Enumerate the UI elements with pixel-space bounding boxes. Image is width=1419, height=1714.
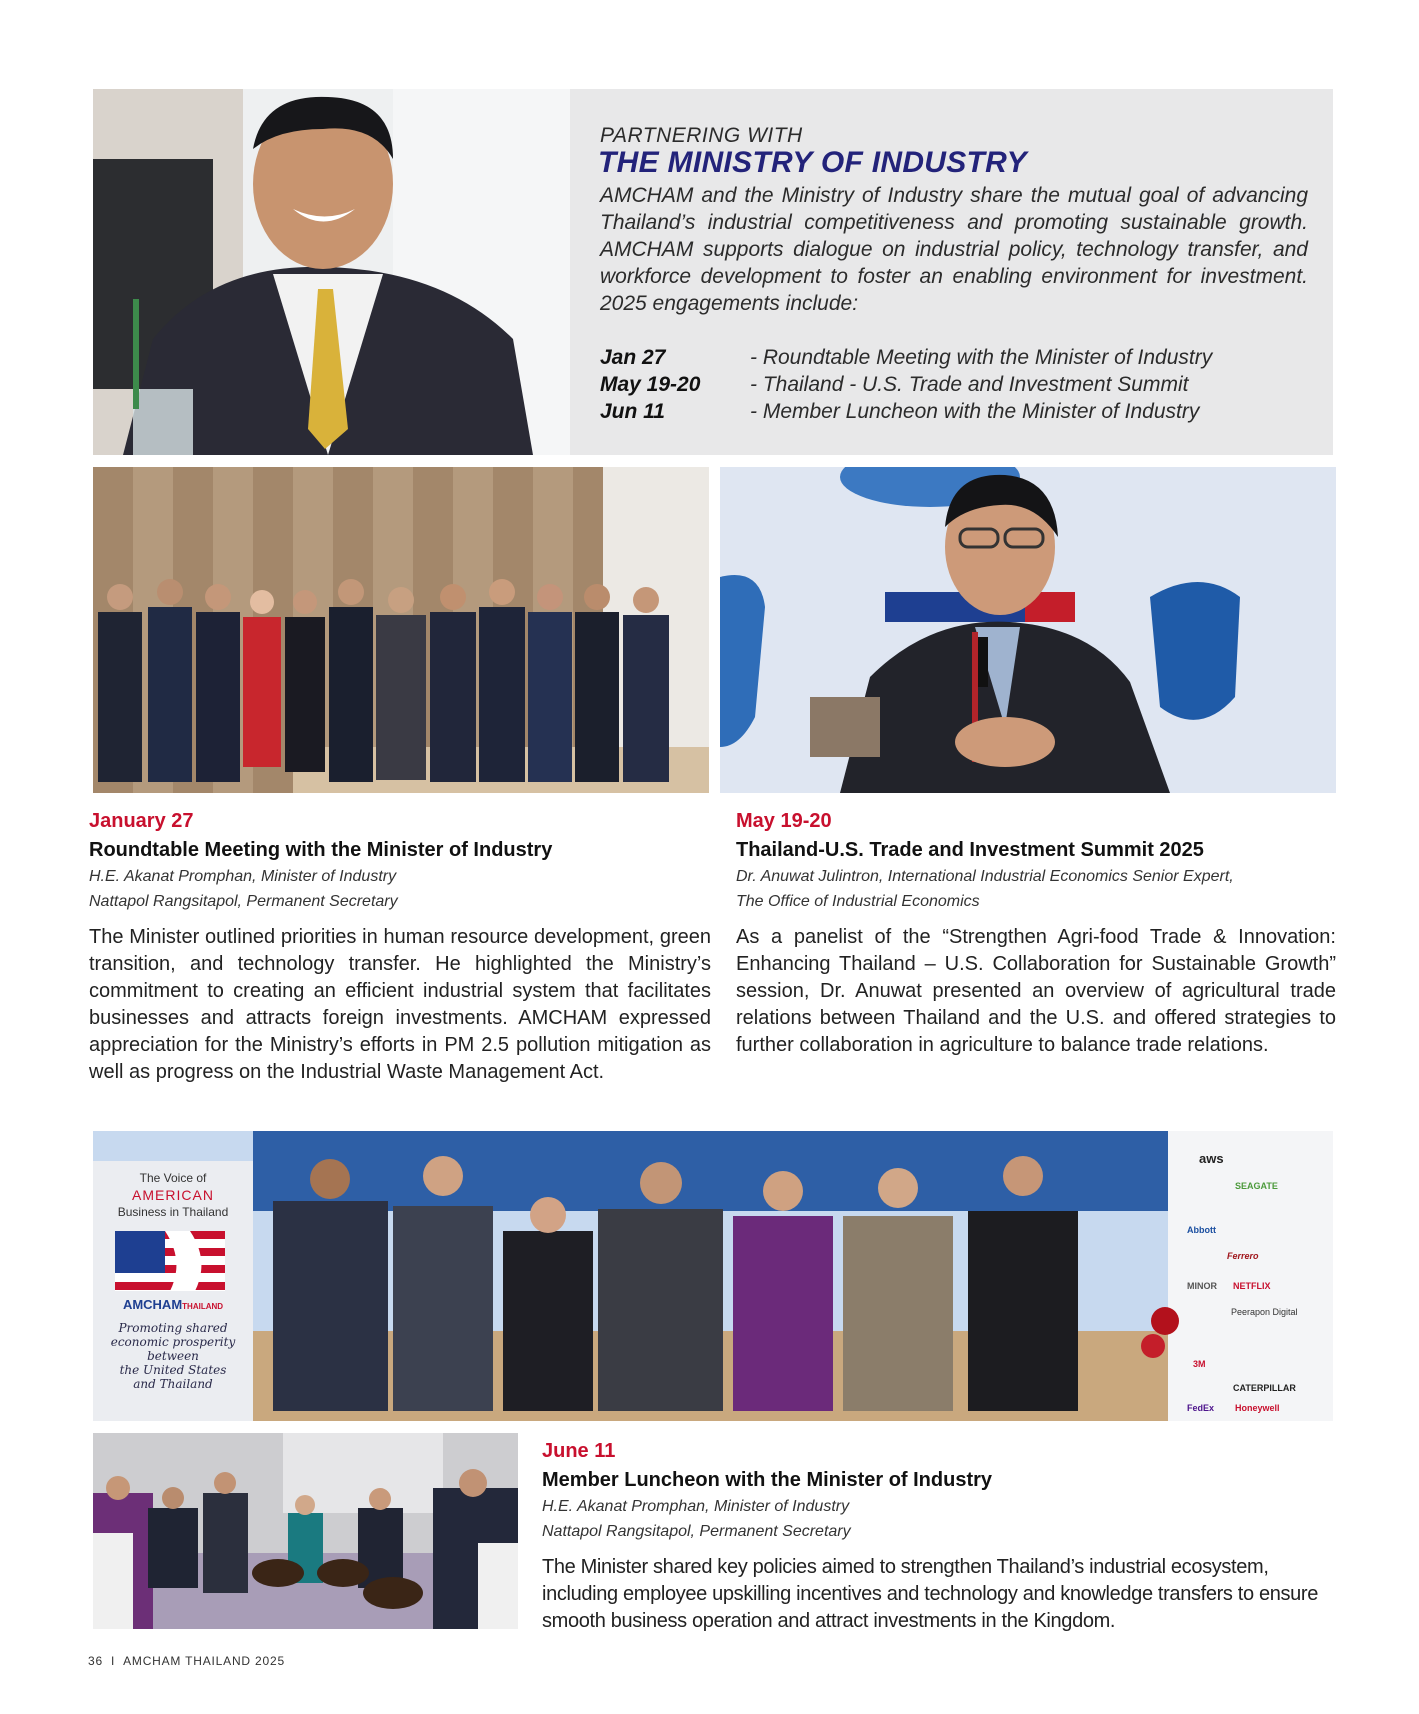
summit-panelist-photo [720,467,1336,793]
summit-group-banner-photo [93,1131,1333,1421]
schedule-date: Jan 27 [600,346,666,369]
event-speaker: Dr. Anuwat Julintron, International Industrial Economics Senior Expert, [736,868,1234,885]
banner-voice-line: Business in Thailand [117,1205,229,1219]
event-may-19-20 [736,810,1336,1059]
sponsor-logo-wall [1173,1139,1331,1419]
publication-name: AMCHAM THAILAND 2025 [123,1654,285,1668]
banner-voice-line: AMERICAN [132,1187,214,1203]
event-speaker: H.E. Akanat Promphan, Minister of Industry [89,868,397,885]
sponsor-logo: Abbott [1187,1225,1216,1235]
event-speaker: H.E. Akanat Promphan, Minister of Industry [542,1498,850,1515]
section-title: THE MINISTRY OF INDUSTRY [598,146,1027,179]
sponsor-logo: SEAGATE [1235,1181,1278,1191]
sponsor-logo: CATERPILLAR [1233,1383,1296,1393]
event-speaker: The Office of Industrial Economics [736,893,980,910]
schedule-list [600,344,1320,425]
sponsor-logo: Peerapon Digital [1231,1307,1298,1317]
banner-logo-suffix: THAILAND [182,1302,224,1311]
amcham-rollup-banner [93,1161,253,1421]
event-date: June 11 [542,1440,616,1462]
sponsor-logo: aws [1199,1151,1224,1166]
sponsor-logo: Ferrero [1227,1251,1259,1261]
event-description: The Minister shared key policies aimed to strengthen Thailand’s industrial ecosystem, including employee upskilling incentives and technology and knowledge transfers to ensure smooth business operation and attract investments in the Kingdom. [542,1556,1319,1632]
schedule-item: - Member Luncheon with the Minister of Industry [750,400,1200,423]
section-kicker: PARTNERING WITH [600,124,803,147]
event-title: Thailand-U.S. Trade and Investment Summit 2025 [736,839,1204,861]
banner-tagline-line: and Thailand [133,1377,213,1391]
page-footer [88,1654,285,1668]
sponsor-logo: Honeywell [1235,1403,1280,1413]
banner-tagline-line: economic prosperity [110,1335,236,1349]
schedule-item: - Roundtable Meeting with the Minister of Industry [750,346,1213,369]
event-june-11 [542,1440,1336,1635]
event-description: The Minister outlined priorities in human resource development, green transition, and technology transfer. He highlighted the Ministry’s commitment to creating an efficient industrial system that facilitates businesses and attracts foreign investments. AMCHAM expressed appreciation for the Ministry’s efforts in PM 2.5 pollution mitigation as well as progress on the Industrial Waste Management Act. [89,926,711,1083]
schedule-date: May 19-20 [600,373,701,396]
luncheon-meeting-photo [93,1433,518,1629]
event-date: January 27 [89,810,194,832]
sponsor-logo: 3M [1193,1359,1206,1369]
sponsor-logo: MINOR [1187,1281,1217,1291]
sponsor-logo: FedEx [1187,1403,1215,1413]
schedule-date: Jun 11 [600,400,665,423]
sponsor-logo: NETFLIX [1233,1281,1271,1291]
banner-tagline [93,1321,253,1391]
event-description: As a panelist of the “Strengthen Agri-food Trade & Innovation: Enhancing Thailand – U.S. Collaboration for Sustainable Growth” session, Dr. Anuwat presented an overview of agricultural trade relations between Thailand and the U.S. and offered strategies to further collaboration in agriculture to balance trade relations. [736,926,1336,1056]
event-january-27 [89,810,711,1086]
amcham-flag-logo [115,1231,225,1291]
footer-separator: I [110,1654,116,1668]
banner-tagline-line: between [147,1349,199,1363]
banner-tagline-line: the United States [119,1363,227,1377]
schedule-row [600,398,1320,425]
event-speaker: Nattapol Rangsitapol, Permanent Secretary [89,893,398,910]
intro-paragraph: AMCHAM and the Ministry of Industry share the mutual goal of advancing Thailand’s industrial competitiveness and promoting sustainable growth. AMCHAM supports dialogue on industrial policy, technology transfer, and workforce development to foster an enabling environment for investment. 2025 engagements include: [600,184,1308,315]
schedule-row [600,371,1320,398]
page-number: 36 [88,1654,103,1668]
schedule-row [600,344,1320,371]
roundtable-group-photo [93,467,709,793]
banner-tagline-line: Promoting shared [118,1321,228,1335]
banner-voice-line: The Voice of [139,1171,207,1185]
banner-logo-text [93,1297,253,1312]
banner-logo-word: AMCHAM [122,1297,183,1312]
event-date: May 19-20 [736,810,832,832]
event-title: Roundtable Meeting with the Minister of Industry [89,839,553,861]
event-speaker: Nattapol Rangsitapol, Permanent Secretary [542,1523,851,1540]
event-title: Member Luncheon with the Minister of Industry [542,1469,993,1491]
schedule-item: - Thailand - U.S. Trade and Investment Summit [750,373,1189,396]
minister-portrait-photo [93,89,570,455]
